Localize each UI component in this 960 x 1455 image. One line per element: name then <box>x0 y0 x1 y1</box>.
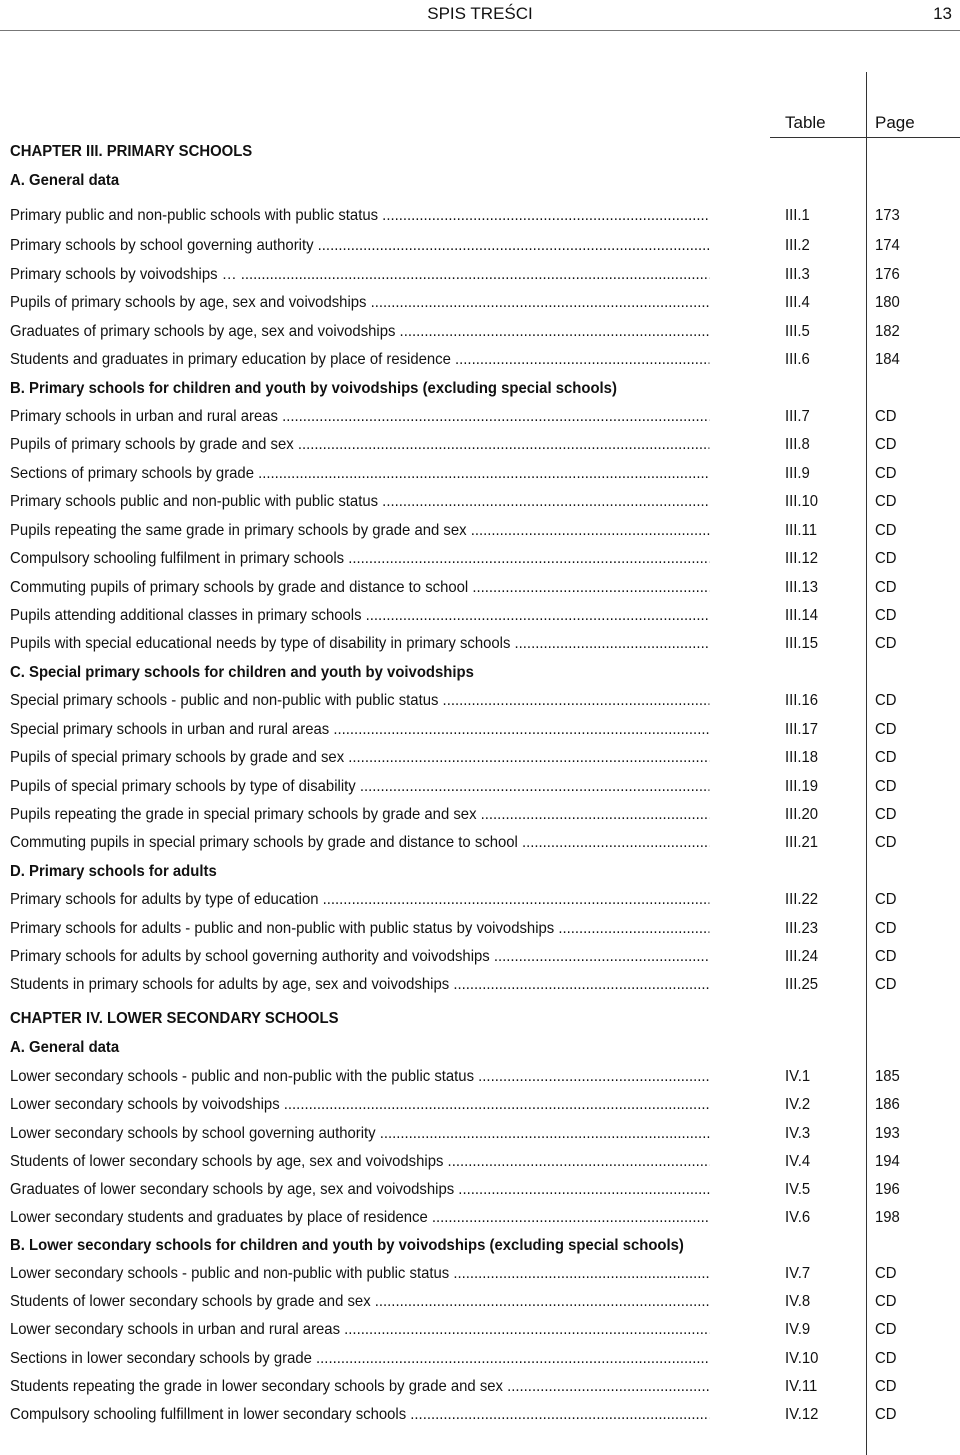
toc-entry-table-number: IV.12 <box>785 1406 819 1423</box>
toc-entry-table-number: IV.10 <box>785 1350 819 1367</box>
toc-entry-table-number: IV.4 <box>785 1153 811 1170</box>
toc-entry-page: CD <box>875 834 897 851</box>
toc-entry <box>0 235 960 259</box>
toc-entry-table-number: IV.5 <box>785 1181 811 1198</box>
section-heading-text: B. Primary schools for children and youth by voivodships (excluding special schools) <box>10 380 617 397</box>
toc-entry-table-number: III.13 <box>785 579 819 596</box>
toc-entry-table-number: III.24 <box>785 948 819 965</box>
toc-entry-table-number: III.20 <box>785 806 819 823</box>
toc-entry <box>0 264 960 288</box>
toc-entry-page: 180 <box>875 294 900 311</box>
toc-entry-title: Pupils of primary schools by grade and sex ..... <box>10 434 709 456</box>
toc-entry-title: Pupils repeating the same grade in primary schools by grade and sex ..... <box>10 520 709 542</box>
toc-entry <box>0 205 960 229</box>
toc-entry-title: Compulsory schooling fulfillment in lower secondary schools ..... <box>10 1404 709 1426</box>
toc-entry-title: Pupils with special educational needs by type of disability in primary schools ..... <box>10 633 709 655</box>
toc-entry-page: CD <box>875 1350 897 1367</box>
toc-entry-page: 194 <box>875 1153 900 1170</box>
toc-entry <box>0 605 960 629</box>
section-heading <box>0 1008 960 1032</box>
section-heading <box>0 378 960 402</box>
toc-entry-title: Primary public and non-public schools with public status ..... <box>10 205 709 227</box>
section-heading <box>0 861 960 885</box>
toc-entry-page: CD <box>875 522 897 539</box>
toc-entry-page: CD <box>875 635 897 652</box>
toc-entry-page: CD <box>875 948 897 965</box>
toc-entry-title: Lower secondary students and graduates by place of residence ..... <box>10 1207 709 1229</box>
section-heading-text: CHAPTER IV. LOWER SECONDARY SCHOOLS <box>10 1010 339 1027</box>
toc-entry-title: Primary schools public and non-public with public status ..... <box>10 491 709 513</box>
toc-entry <box>0 548 960 572</box>
toc-entry-page: CD <box>875 721 897 738</box>
toc-entry-page: 174 <box>875 237 900 254</box>
toc-entry-table-number: III.16 <box>785 692 819 709</box>
toc-entry-title: Commuting pupils in special primary schools by grade and distance to school ..... <box>10 832 709 854</box>
toc-entry-title: Lower secondary schools by voivodships ..... <box>10 1094 709 1116</box>
toc-entry-title: Pupils repeating the grade in special primary schools by grade and sex ..... <box>10 804 709 826</box>
header-page-number: 13 <box>933 4 952 23</box>
toc-entry <box>0 1263 960 1287</box>
column-header-rule <box>770 137 960 138</box>
toc-entry-title: Primary schools for adults by school governing authority and voivodships ..... <box>10 946 709 968</box>
toc-entry-table-number: IV.1 <box>785 1068 811 1085</box>
toc-entry-table-number: III.7 <box>785 408 810 425</box>
toc-entry-title: Primary schools by voivodships … ..... <box>10 264 709 286</box>
toc-entry-table-number: III.10 <box>785 493 819 510</box>
toc-entry-title: Students of lower secondary schools by age, sex and voivodships ..... <box>10 1151 709 1173</box>
toc-entry-page: CD <box>875 778 897 795</box>
toc-entry-title: Lower secondary schools by school governing authority ..... <box>10 1123 709 1145</box>
toc-entry-table-number: IV.9 <box>785 1321 811 1338</box>
toc-entry <box>0 406 960 430</box>
toc-entry-page: 185 <box>875 1068 900 1085</box>
toc-entry-page: CD <box>875 976 897 993</box>
section-heading <box>0 662 960 686</box>
toc-entry-table-number: III.19 <box>785 778 819 795</box>
toc-entry-table-number: III.22 <box>785 891 819 908</box>
toc-entry-page: CD <box>875 408 897 425</box>
page-header <box>0 0 960 31</box>
toc-entry-title: Sections of primary schools by grade ..... <box>10 463 709 485</box>
toc-entry <box>0 1094 960 1118</box>
toc-entry <box>0 1207 960 1231</box>
toc-entry-table-number: III.17 <box>785 721 819 738</box>
toc-entry-table-number: III.23 <box>785 920 819 937</box>
toc-entry <box>0 292 960 316</box>
toc-entry-page: CD <box>875 891 897 908</box>
section-heading <box>0 141 960 165</box>
toc-entry-table-number: III.14 <box>785 607 819 624</box>
section-heading-text: A. General data <box>10 172 120 189</box>
section-heading <box>0 1235 960 1259</box>
toc-entry-table-number: IV.3 <box>785 1125 811 1142</box>
section-heading-text: C. Special primary schools for children and youth by voivodships <box>10 664 474 681</box>
toc-entry <box>0 577 960 601</box>
toc-entry-title: Primary schools by school governing authority ..... <box>10 235 709 257</box>
toc-entry-table-number: III.2 <box>785 237 810 254</box>
toc-entry-title: Students in primary schools for adults by age, sex and voivodships ..... <box>10 974 709 996</box>
toc-entry <box>0 349 960 373</box>
toc-entry-table-number: III.15 <box>785 635 819 652</box>
toc-entry-page: 193 <box>875 1125 900 1142</box>
toc-entry <box>0 747 960 771</box>
toc-entry-title: Lower secondary schools - public and non-public with public status ..... <box>10 1263 709 1285</box>
toc-entry-title: Lower secondary schools - public and non-public with the public status ..... <box>10 1066 709 1088</box>
toc-entry-page: 198 <box>875 1209 900 1226</box>
section-heading-text: B. Lower secondary schools for children and youth by voivodships (excluding special schools) <box>10 1237 684 1254</box>
toc-entry-table-number: IV.6 <box>785 1209 811 1226</box>
toc-entry-page: CD <box>875 465 897 482</box>
toc-entry-title: Students and graduates in primary education by place of residence ..... <box>10 349 709 371</box>
toc-entry-table-number: IV.8 <box>785 1293 811 1310</box>
toc-entry-title: Graduates of primary schools by age, sex and voivodships ..... <box>10 321 709 343</box>
toc-entry-page: CD <box>875 692 897 709</box>
toc-entry-title: Special primary schools in urban and rural areas ..... <box>10 719 709 741</box>
toc-entry <box>0 434 960 458</box>
table-column-header: Table <box>785 113 826 132</box>
toc-entry-table-number: III.12 <box>785 550 819 567</box>
toc-entry <box>0 804 960 828</box>
page-column-header: Page <box>875 113 915 132</box>
toc-entry-title: Commuting pupils of primary schools by grade and distance to school ..... <box>10 577 709 599</box>
section-heading <box>0 1037 960 1061</box>
toc-entry <box>0 520 960 544</box>
toc-entry <box>0 719 960 743</box>
toc-entry <box>0 889 960 913</box>
toc-entry-title: Students of lower secondary schools by grade and sex ..... <box>10 1291 709 1313</box>
section-heading <box>0 170 960 194</box>
toc-entry-page: CD <box>875 607 897 624</box>
toc-entry <box>0 1319 960 1343</box>
toc-entry-page: CD <box>875 579 897 596</box>
toc-entry <box>0 1066 960 1090</box>
toc-entry-table-number: III.18 <box>785 749 819 766</box>
toc-entry <box>0 918 960 942</box>
section-heading-text: D. Primary schools for adults <box>10 863 217 880</box>
toc-entry-table-number: III.9 <box>785 465 810 482</box>
toc-entry-table-number: III.4 <box>785 294 810 311</box>
toc-entry-title: Pupils of special primary schools by type of disability ..... <box>10 776 709 798</box>
toc-entry <box>0 1376 960 1400</box>
toc-entry-table-number: III.8 <box>785 436 810 453</box>
toc-entry-page: CD <box>875 806 897 823</box>
toc-entry <box>0 974 960 998</box>
toc-entry-title: Primary schools for adults by type of education ..... <box>10 889 709 911</box>
toc-entry-page: 182 <box>875 323 900 340</box>
toc-entry-page: CD <box>875 550 897 567</box>
toc-entry <box>0 1123 960 1147</box>
toc-entry-page: 173 <box>875 207 900 224</box>
toc-entry-title: Graduates of lower secondary schools by age, sex and voivodships ..... <box>10 1179 709 1201</box>
toc-entry-page: 196 <box>875 1181 900 1198</box>
toc-entry <box>0 1179 960 1203</box>
toc-entry-title: Primary schools in urban and rural areas ..... <box>10 406 709 428</box>
toc-entry-page: 184 <box>875 351 900 368</box>
toc-entry-title: Pupils of primary schools by age, sex and voivodships ..... <box>10 292 709 314</box>
toc-entry-page: CD <box>875 1293 897 1310</box>
toc-entry-page: 176 <box>875 266 900 283</box>
toc-entry-title: Special primary schools - public and non-public with public status ..... <box>10 690 709 712</box>
toc-entry <box>0 1404 960 1428</box>
toc-entry-page: CD <box>875 1406 897 1423</box>
toc-entry <box>0 776 960 800</box>
toc-entry <box>0 1291 960 1315</box>
toc-entry-title: Pupils attending additional classes in primary schools ..... <box>10 605 709 627</box>
toc-entry-title: Lower secondary schools in urban and rural areas ..... <box>10 1319 709 1341</box>
toc-entry-page: CD <box>875 1378 897 1395</box>
toc-entry <box>0 946 960 970</box>
toc-entry-page: 186 <box>875 1096 900 1113</box>
toc-entry-table-number: III.21 <box>785 834 819 851</box>
toc-entry-page: CD <box>875 436 897 453</box>
toc-entry-page: CD <box>875 493 897 510</box>
toc-entry-page: CD <box>875 1321 897 1338</box>
toc-entry <box>0 832 960 856</box>
toc-entry-table-number: IV.11 <box>785 1378 818 1395</box>
toc-entry-table-number: IV.7 <box>785 1265 811 1282</box>
toc-entry-title: Compulsory schooling fulfilment in primary schools ..... <box>10 548 709 570</box>
toc-entry <box>0 491 960 515</box>
toc-entry-table-number: III.25 <box>785 976 819 993</box>
header-title: SPIS TREŚCI <box>427 4 533 23</box>
toc-entry-table-number: IV.2 <box>785 1096 811 1113</box>
toc-entry-table-number: III.11 <box>785 522 817 539</box>
toc-entry-table-number: III.6 <box>785 351 810 368</box>
toc-entry-table-number: III.5 <box>785 323 810 340</box>
toc-entry <box>0 690 960 714</box>
toc-entry <box>0 463 960 487</box>
toc-entry <box>0 633 960 657</box>
toc-entry-table-number: III.3 <box>785 266 810 283</box>
toc-entry-title: Primary schools for adults - public and non-public with public status by voivodships ..... <box>10 918 709 940</box>
toc-entry-title: Sections in lower secondary schools by grade ..... <box>10 1348 709 1370</box>
section-heading-text: A. General data <box>10 1039 120 1056</box>
toc-entry-title: Pupils of special primary schools by grade and sex ..... <box>10 747 709 769</box>
toc-entry-page: CD <box>875 1265 897 1282</box>
toc-entry-title: Students repeating the grade in lower secondary schools by grade and sex ..... <box>10 1376 709 1398</box>
toc-entry-table-number: III.1 <box>785 207 810 224</box>
toc-entry <box>0 1348 960 1372</box>
toc-entry-page: CD <box>875 749 897 766</box>
toc-entry <box>0 1151 960 1175</box>
toc-entry <box>0 321 960 345</box>
section-heading-text: CHAPTER III. PRIMARY SCHOOLS <box>10 143 253 160</box>
toc-entry-page: CD <box>875 920 897 937</box>
